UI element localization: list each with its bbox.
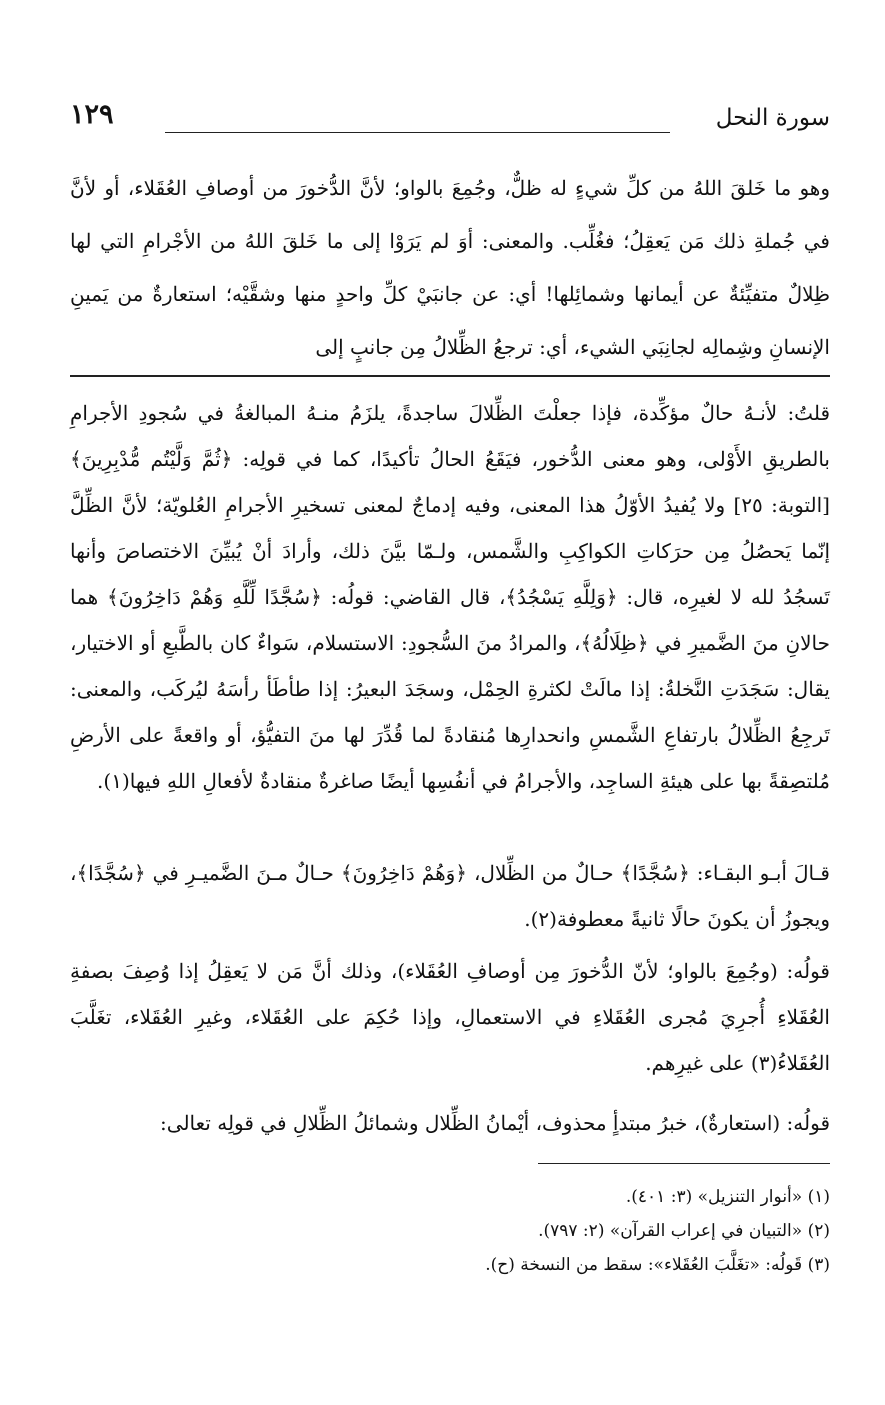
commentary-paragraph-4: قولُه: (استعارةٌ)، خبرُ مبتدأٍ محذوف، أيْمانُ الظِّلال وشمائلُ الظِّلالِ في قولِه تعالى: <box>160 1111 830 1135</box>
commentary-paragraph-2: قـالَ أبـو البقـاء: ﴿سُجَّدًا﴾ حـالٌ من الظِّلال، ﴿وَهُمْ دَاخِرُونَ﴾ حـالٌ مـنَ الضَّميـرِ في ﴿سُجَّدًا﴾، ويجوزُ أن يكونَ حالًا ثانيةً معطوفة(٢). <box>70 861 830 931</box>
section-divider <box>70 375 830 377</box>
surah-title: سورة النحل <box>715 105 830 131</box>
page-header <box>70 95 830 145</box>
page-number: ١٢٩ <box>70 99 114 130</box>
footnote-3: (٣) قَولُه: «تغَلَّبَ العُقَلاء»: سقط من النسخة (ح). <box>485 1255 830 1275</box>
footnotes <box>70 1180 830 1282</box>
header-rule <box>165 132 670 133</box>
footnote-1: (١) «أنوار التنزيل» (٣: ٤٠١). <box>625 1187 830 1207</box>
commentary-paragraph-1: قلتُ: لأنـهُ حالٌ مؤكِّدة، فإذا جعلْتَ الظِّلالَ ساجدةً، يلزَمُ منـهُ المبالغةُ في سُجودِ الأجرامِ بالطريقِ الأَوْلى، وهو معنى الدُّخور، فيَقَعُ الحالُ تأكيدًا، كما في قولِه: ﴿ثُمَّ وَلَّيْتُم مُّدْبِرِينَ﴾ [التوبة: ٢٥] ولا يُفيدُ الأوّلُ هذا المعنى، وفيه إدماجٌ لمعنى تسخيرِ الأجرامِ العُلويّة؛ لأنَّ الظِّلَّ إنّما يَحصُلُ مِن حرَكاتِ الكواكِبِ والشَّمس، ولـمّا بيَّنَ ذلك، وأرادَ أنْ يُبيِّنَ الاختصاصَ وأنها تَسجُدُ لله لا لغيرِه، قال: ﴿وَلِلَّهِ يَسْجُدُ﴾، قال القاضي: قولُه: ﴿سُجَّدًا لِّلَّهِ وَهُمْ دَاخِرُونَ﴾ هما حالانِ منَ الضَّميرِ في ﴿ظِلَالُهُ﴾، والمرادُ منَ السُّجودِ: الاستسلام، سَواءٌ كان بالطَّبعِ أو الاختيار، يقال: سَجَدَتِ النَّخلةُ: إذا مالَتْ لكثرةِ الحِمْل، وسجَدَ البعيرُ: إذا طأطَأ رأسَهُ ليُركَب، والمعنى: تَرجِعُ الظِّلالُ بارتفاعِ الشَّمسِ وانحدارِها مُنقادةً لما قُدِّرَ لها منَ التفيُّؤ، أو واقعةً على الأرضِ مُلتصِقةً بها على هيئةِ الساجِد، والأجرامُ في أنفُسِها أيضًا صاغرةٌ منقادةٌ لأفعالِ اللهِ فيها(١). <box>70 401 830 793</box>
footnote-2: (٢) «التبيان في إعراب القرآن» (٢: ٧٩٧). <box>538 1221 830 1241</box>
footnote-rule <box>538 1163 830 1164</box>
commentary-paragraph-3: قولُه: (وجُمِعَ بالواو؛ لأنّ الدُّخورَ مِن أوصافِ العُقَلاء)، وذلك أنَّ مَن لا يَعقِلُ إذا وُصِفَ بصفةِ العُقَلاءِ أُجرِيَ مُجرى العُقَلاءِ في الاستعمالِ، وإذا حُكِمَ على العُقَلاء، وغيرِ العُقَلاء، تغَلَّبَ العُقَلاءُ(٣) على غيرِهم. <box>70 959 830 1075</box>
main-text: وهو ما خَلقَ اللهُ من كلِّ شيءٍ له ظلٌّ، وجُمِعَ بالواو؛ لأنَّ الدُّخورَ من أوصافِ العُقَلاء، أو لأنَّ في جُملةِ ذلك مَن يَعقِلُ؛ فغُلِّب. والمعنى: أوَ لم يَرَوْا إلى ما خَلقَ اللهُ من الأجْرامِ التي لها ظِلالٌ متفيِّئةٌ عن أيمانها وشمائِلها! أي: عن جانبَيْ كلِّ واحدٍ منها وشقَّيْه؛ استعارةٌ من يَمينِ الإنسانِ وشِمالِه لجانِبَي الشيء، أي: ترجعُ الظِّلالُ مِن جانبٍ إلى <box>70 176 830 359</box>
